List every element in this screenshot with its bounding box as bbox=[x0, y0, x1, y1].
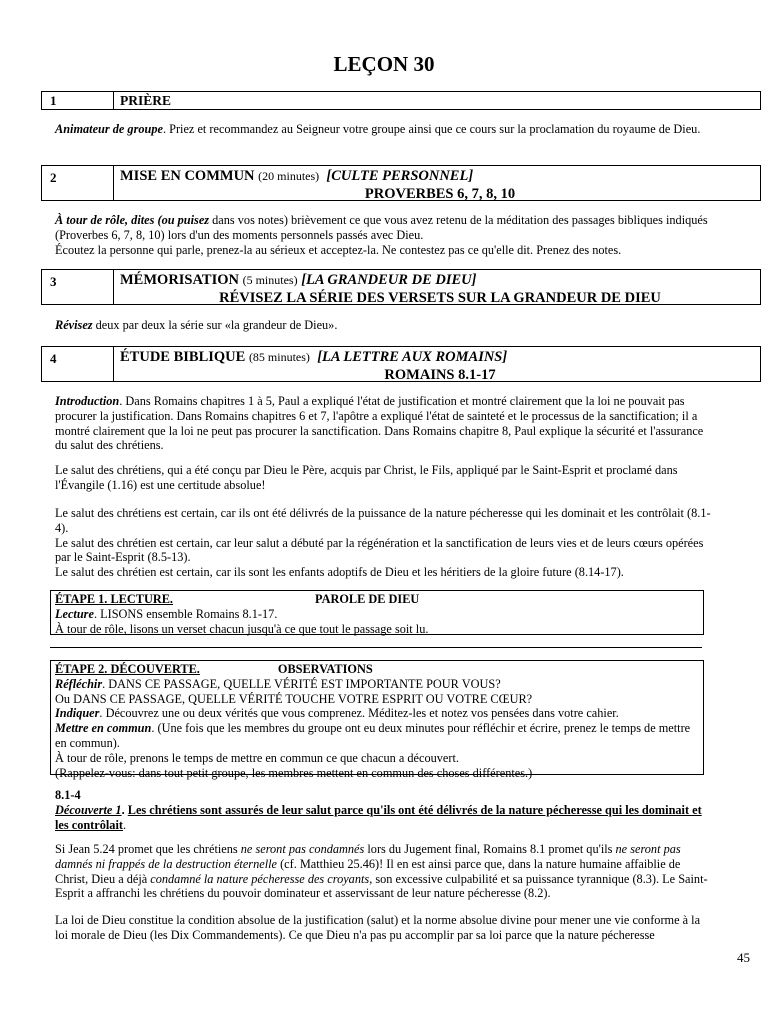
section-2-number: 2 bbox=[42, 166, 114, 200]
introduction-paragraph: Introduction. Dans Romains chapitres 1 à 5, Paul a expliqué l'état de justification et montré clairement que la loi ne pouvait pas procurer la justification. Dans Romains chapitres 6 et 7, l'apôtre a expliqué l'état de sainteté et le processus de la sanctification; il a montré clairement que la loi ne peut pas procurer la sanctification. Dans Romains chapitre 8, Paul explique la sécurité et l'assurance du salut des chrétiens. bbox=[55, 394, 704, 453]
section-2-text: À tour de rôle, dites (ou puisez dans vos notes) brièvement ce que vous avez retenu de la méditation des passages bibliques indiqués (Proverbes 6, 7, 8, 10) lors d'un des moments personnels passés avec Dieu. Écoutez la personne qui parle, prenez-la au sérieux et acceptez-la. Ne contestez pas ce qu'elle dit. Prenez des notes. bbox=[55, 213, 708, 257]
step-2-box: ÉTAPE 2. DÉCOUVERTE. OBSERVATIONS Réfléchir. DANS CE PASSAGE, QUELLE VÉRITÉ EST IMPORTANTE POUR VOUS? Ou DANS CE PASSAGE, QUELLE VÉRITÉ TOUCHE VOTRE ESPRIT OU VOTRE CŒUR? Indiquer. Découvrez une ou deux vérités que vous comprenez. Méditez-les et notez vos pensées dans votre cahier. Mettre en commun. (Une fois que les membres du groupe ont eu deux minutes pour réfléchir et écrire, prenez le temps de mettre en commun). À tour de rôle, prenons le temps de mettre en commun ce que chacun a découvert. (Rappelez-vous: dans tout petit groupe, les membres mettent en commun des choses différentes.) bbox=[50, 660, 704, 775]
section-3-box bbox=[41, 269, 761, 305]
step-1-header: ÉTAPE 1. LECTURE. PAROLE DE DIEU bbox=[55, 592, 420, 606]
section-1-title: PRIÈRE bbox=[120, 93, 172, 108]
section-4-header: ÉTUDE BIBLIQUE (85 minutes) [LA LETTRE AUX ROMAINS] ROMAINS 8.1-17 bbox=[120, 349, 508, 383]
section-1-text: Animateur de groupe. Priez et recommandez au Seigneur votre groupe ainsi que ce cours sur la proclamation du royaume de Dieu. bbox=[55, 122, 701, 136]
loi-paragraph: La loi de Dieu constitue la condition absolue de la justification (salut) et la norme absolue divine pour mener une vie conforme à la loi morale de Dieu (les Dix Commandements). Ce que Dieu n'a pas pu accomplir par sa loi parce que la nature pécheresse bbox=[55, 913, 701, 942]
separator-line bbox=[50, 647, 702, 648]
section-3-header: MÉMORISATION (5 minutes) [LA GRANDEUR DE DIEU] RÉVISEZ LA SÉRIE DES VERSETS SUR LA GRANDEUR DE DIEU bbox=[120, 272, 661, 306]
lesson-title: LEÇON 30 bbox=[333, 52, 435, 76]
section-2-box bbox=[41, 165, 761, 201]
reference: 8.1-4 bbox=[55, 788, 81, 802]
section-4-number: 4 bbox=[42, 347, 114, 381]
section-3-text: Révisez deux par deux la série sur «la grandeur de Dieu». bbox=[55, 318, 338, 332]
page-number: 45 bbox=[737, 950, 750, 965]
certain-paragraph: Le salut des chrétiens est certain, car ils ont été délivrés de la puissance de la nature pécheresse qui les dominait et les contrôlait (8.1-4). Le salut des chrétien est certain, car leur salut a débuté par la régénération et la sanctification de leurs vies et de leurs cœurs opérées par le Saint-Esprit (8.5-13). Le salut des chrétien est certain, car ils sont les enfants adoptifs de Dieu et les héritiers de la gloire future (8.14-17). bbox=[55, 506, 711, 580]
section-3-number: 3 bbox=[42, 270, 114, 304]
salut-paragraph: Le salut des chrétiens, qui a été conçu par Dieu le Père, acquis par Christ, le Fils, appliqué par le Saint-Esprit et proclamé dans l'Évangile (1.16) est une certitude absolue! bbox=[55, 463, 678, 492]
section-1-number: 1 bbox=[42, 92, 114, 109]
step-1-box: ÉTAPE 1. LECTURE. PAROLE DE DIEU Lecture. LISONS ensemble Romains 8.1-17. À tour de rôle, lisons un verset chacun jusqu'à ce que tout le passage soit lu. bbox=[50, 590, 704, 635]
decouverte-block: 8.1-4 Découverte 1. Les chrétiens sont assurés de leur salut parce qu'ils ont été délivrés de la nature pécheresse qui les dominait et les contrôlait. bbox=[55, 788, 715, 832]
section-4-box bbox=[41, 346, 761, 382]
step-2-header: ÉTAPE 2. DÉCOUVERTE. OBSERVATIONS bbox=[55, 662, 373, 676]
jean-paragraph: Si Jean 5.24 promet que les chrétiens ne seront pas condamnés lors du Jugement final, Romains 8.1 promet qu'ils ne seront pas damnés ni frappés de la destruction éternelle (cf. Matthieu 25.46)! Il en est ainsi parce que, dans la nature humaine affaiblie de Christ, Dieu a déjà condamné la nature pécheresse des croyants, son excessive culpabilité et sa puissance tyrannique (8.3). Le Saint-Esprit a affranchi les chrétiens du pouvoir dominateur et asservissant de leur nature pécheresse (8.2). bbox=[55, 842, 708, 901]
section-2-header: MISE EN COMMUN (20 minutes) [CULTE PERSONNEL] PROVERBES 6, 7, 8, 10 bbox=[120, 168, 516, 202]
section-1-box bbox=[41, 91, 761, 110]
